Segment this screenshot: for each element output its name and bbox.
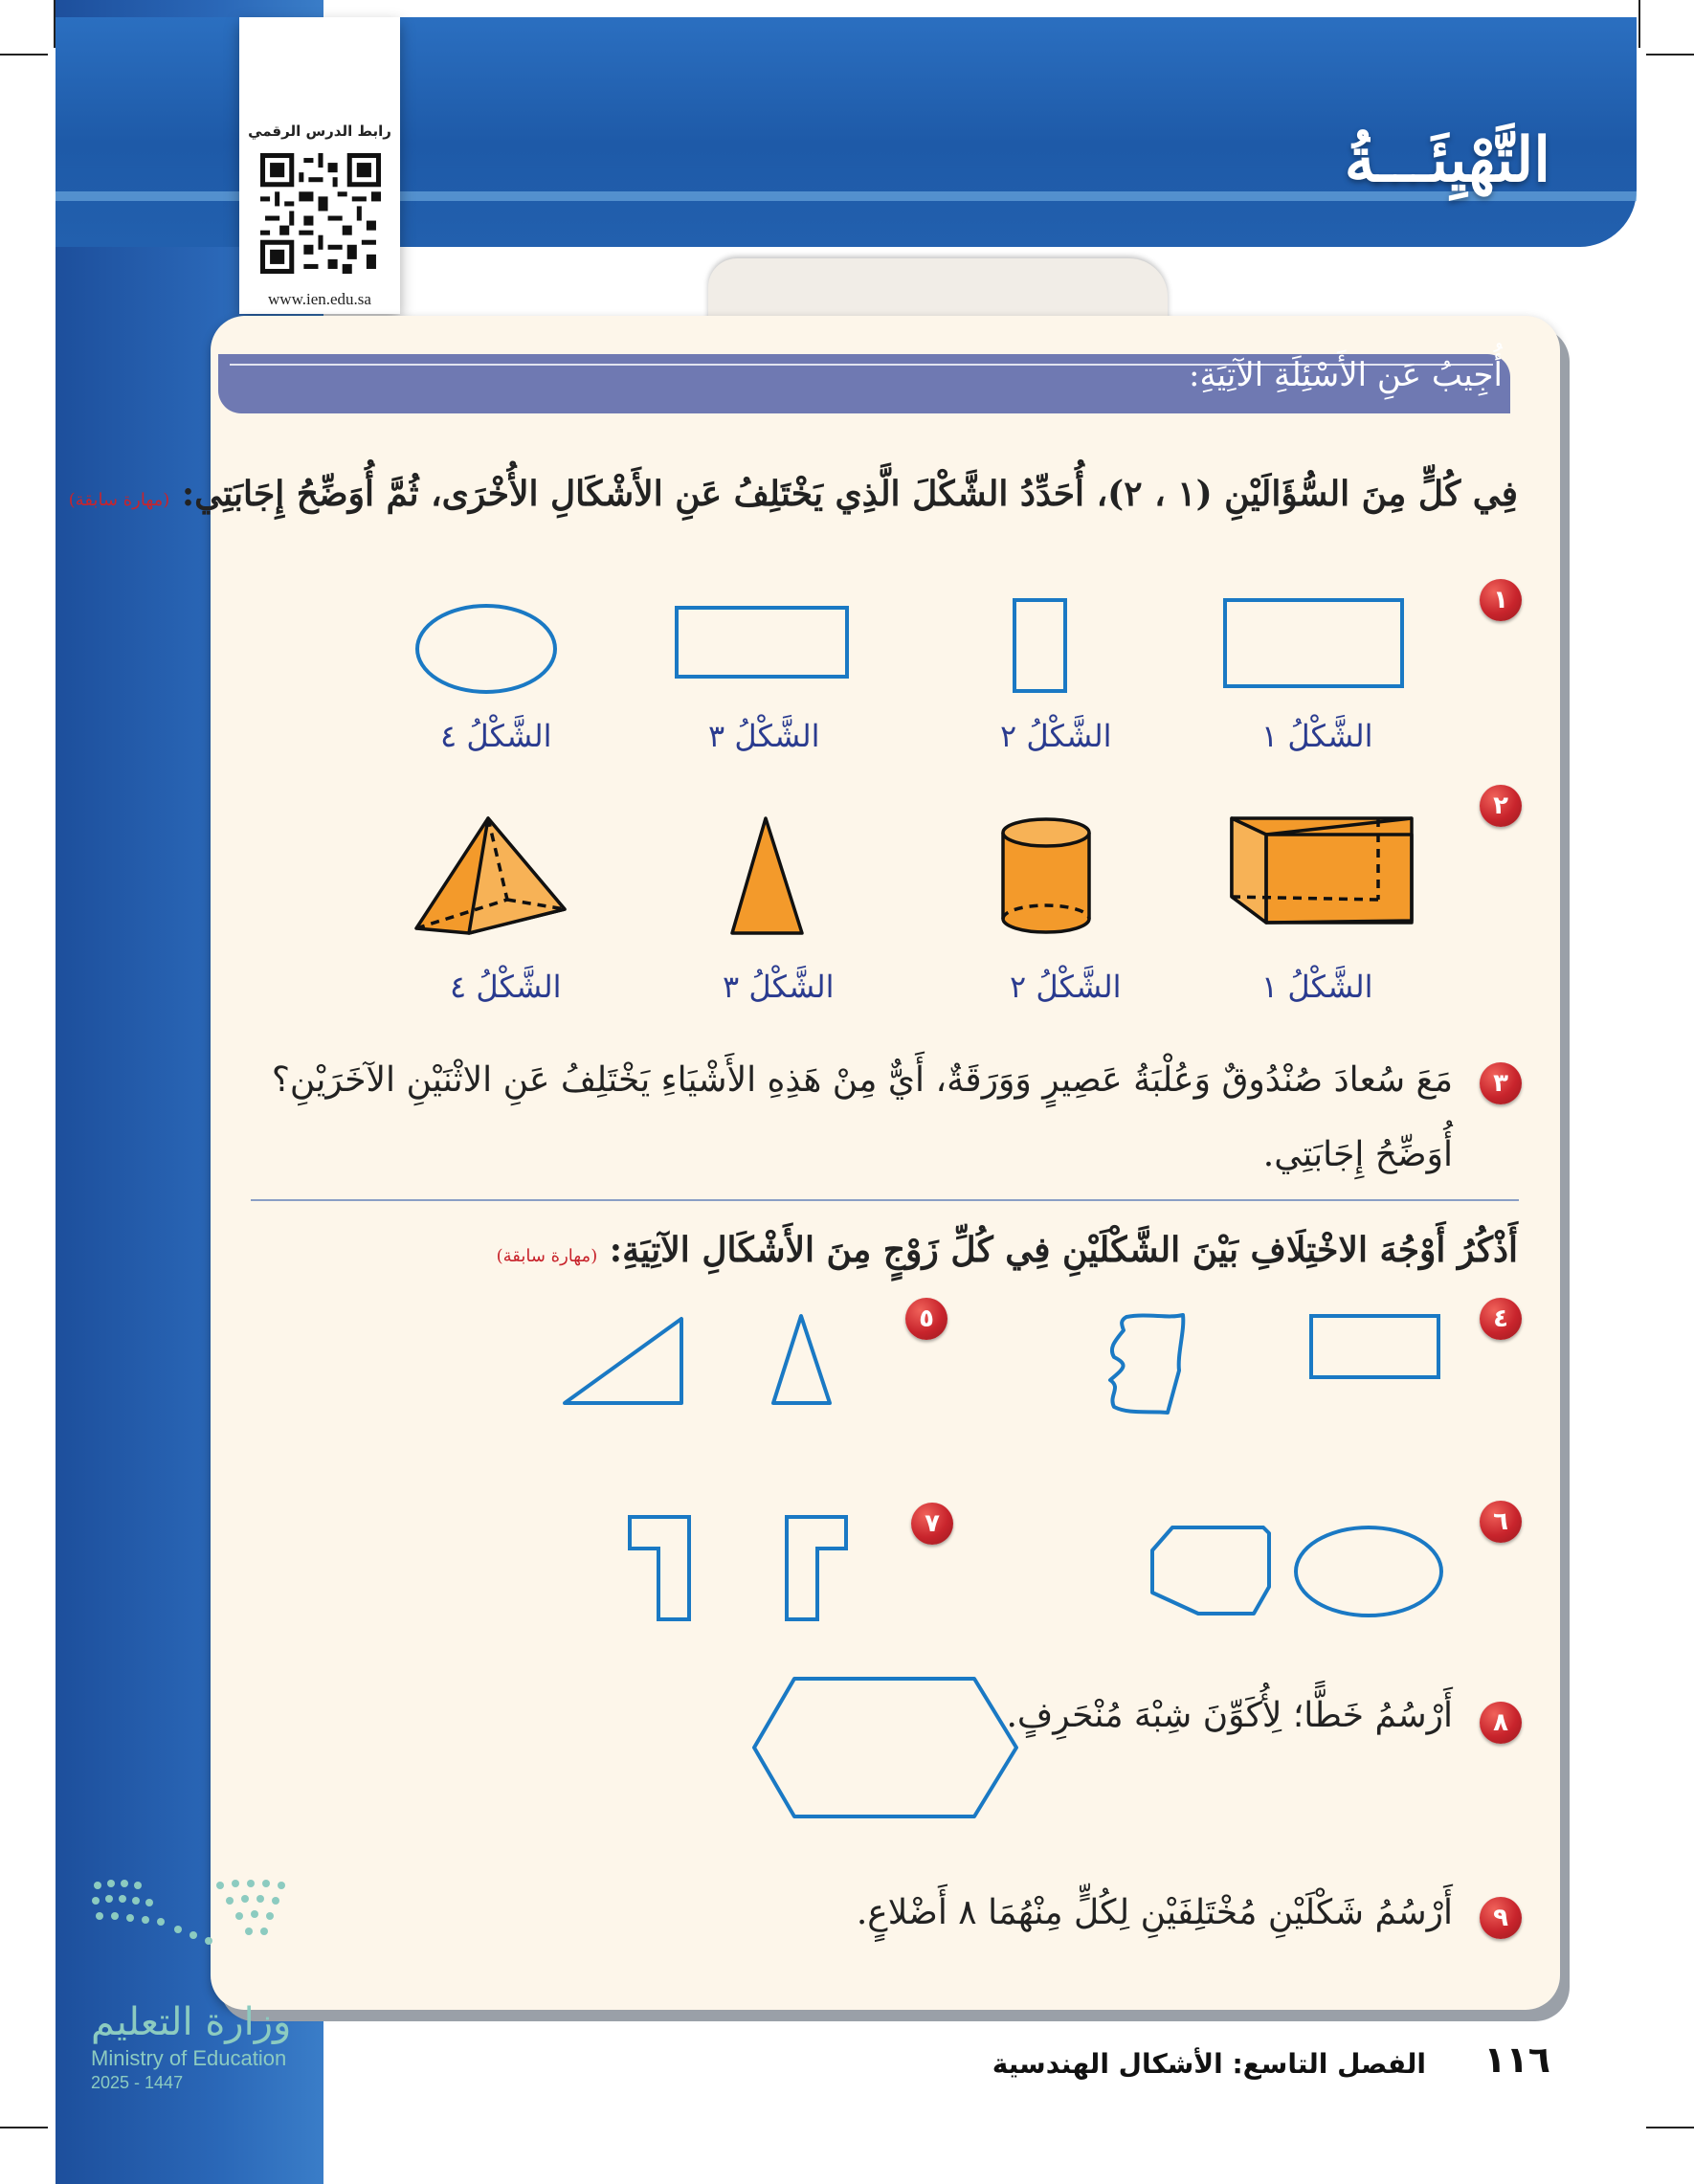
question-6-badge: ٦ <box>1480 1501 1522 1543</box>
q1-shapes <box>402 574 1464 708</box>
footer-chapter-title: الفصل التاسع: الأشكال الهندسية <box>992 2048 1426 2080</box>
ministry-name-english: Ministry of Education <box>91 2046 287 2070</box>
q8-text: أَرْسُمُ خَطًّا؛ لِأُكَوِّنَ شِبْهَ مُنْحَرِفٍ. <box>1006 1696 1453 1735</box>
q4-q5-shapes <box>555 1302 1455 1426</box>
section1-heading <box>69 474 1518 514</box>
q4-irregular-shape <box>1110 1315 1183 1413</box>
crop-mark <box>1638 0 1640 48</box>
q1-shape-4-oval <box>417 606 555 692</box>
q1-label-4: الشَّكْلُ ٤ <box>440 718 552 754</box>
question-9-badge: ٩ <box>1480 1897 1522 1939</box>
page-number: ١١٦ <box>1483 2039 1550 2081</box>
crop-mark <box>0 54 48 56</box>
question-2-badge: ٢ <box>1480 785 1522 827</box>
qr-card[interactable] <box>239 17 400 314</box>
ministry-logo-icon <box>86 1876 306 1981</box>
section2-heading-text: أَذْكُرُ أَوْجُهَ الاخْتِلَافِ بَيْنَ الشَّكْلَيْنِ فِي كُلِّ زَوْجٍ مِنَ الأَشْكَالِ الآتِيَةِ: <box>609 1230 1518 1270</box>
crop-mark <box>1646 2127 1694 2128</box>
question-8-badge: ٨ <box>1480 1702 1522 1744</box>
question-5-badge: ٥ <box>905 1298 947 1340</box>
ministry-year: 2025 - 1447 <box>91 2073 184 2092</box>
page-title: التَّهْيِئَـــةُ <box>1344 124 1550 196</box>
section-divider <box>251 1199 1519 1201</box>
q2-label-4: الشَّكْلُ ٤ <box>450 969 562 1005</box>
q6-octagon <box>1152 1527 1269 1614</box>
q6-oval <box>1296 1527 1441 1616</box>
q3-text-line2: أُوَضِّحُ إِجَابَتِي. <box>1262 1135 1453 1174</box>
qr-url[interactable]: www.ien.edu.sa <box>268 290 371 308</box>
q6-q7-shapes <box>613 1503 1455 1637</box>
crop-mark <box>1646 54 1694 56</box>
q3-text-line1: مَعَ سُعادَ صُنْدُوقٌ وَعُلْبَةُ عَصِيرٍ وَوَرَقَةٌ، أَيٌّ مِنْ هَذِهِ الأَشْيَاءِ يَخْتَلِفُ عَنِ الاثْنَيْنِ الآخَرَيْنِ؟ <box>271 1060 1453 1100</box>
q1-shape-1-rectangle <box>1225 600 1402 686</box>
q2-shape-1-box <box>1232 818 1412 923</box>
ministry-name-arabic: وزارة التعليم <box>91 2000 292 2044</box>
question-4-badge: ٤ <box>1480 1298 1522 1340</box>
section1-heading-text: فِي كُلٍّ مِنَ السُّؤَالَيْنِ (١ ، ٢)، أُحَدِّدُ الشَّكْلَ الَّذِي يَخْتَلِفُ عَنِ الأَشْكَالِ الأُخْرَى، ثُمَّ أُوَضِّحُ إِجَابَتِي: <box>181 474 1518 514</box>
q2-label-1: الشَّكْلُ ١ <box>1261 969 1373 1005</box>
q1-label-3: الشَّكْلُ ٣ <box>708 718 820 754</box>
q1-shape-3-rectangle <box>677 608 847 677</box>
q1-shape-2-tall-rectangle <box>1014 600 1065 691</box>
q2-label-3: الشَّكْلُ ٣ <box>723 969 835 1005</box>
q2-label-2: الشَّكْلُ ٢ <box>1010 969 1122 1005</box>
q1-label-1: الشَّكْلُ ١ <box>1261 718 1373 754</box>
crop-mark <box>0 2127 48 2128</box>
q5-right-triangle <box>565 1319 681 1403</box>
question-7-badge: ٧ <box>911 1503 953 1545</box>
hexagon-shape <box>754 1679 1016 1816</box>
skill-tag: (مهارة سابقة) <box>68 490 170 510</box>
q2-shape-2-cylinder <box>1003 819 1089 932</box>
question-1-badge: ١ <box>1480 579 1522 621</box>
q2-solids <box>402 804 1464 957</box>
section2-heading <box>497 1230 1518 1270</box>
q2-shape-3-cone <box>732 818 802 933</box>
q7-l-shape-left <box>630 1517 689 1619</box>
q2-shape-4-pyramid <box>416 818 565 933</box>
qr-caption: رابط الدرس الرقمي <box>248 123 391 140</box>
skill-tag: (مهارة سابقة) <box>496 1246 598 1266</box>
q4-rectangle <box>1311 1316 1438 1377</box>
q1-label-2: الشَّكْلُ ٢ <box>1000 718 1112 754</box>
q8-hexagon <box>747 1665 1024 1828</box>
q5-isosceles-triangle <box>773 1316 830 1403</box>
q7-l-shape-right <box>787 1517 846 1619</box>
question-3-badge: ٣ <box>1480 1062 1522 1104</box>
qr-code-icon[interactable] <box>260 153 381 274</box>
q9-text: أَرْسُمُ شَكْلَيْنِ مُخْتَلِفَيْنِ لِكُلٍّ مِنْهُمَا ٨ أَضْلاعٍ. <box>856 1893 1453 1932</box>
instruction-text: أُجِيبُ عَنِ الأَسْئِلَةِ الآتِيَةِ: <box>1188 356 1503 394</box>
